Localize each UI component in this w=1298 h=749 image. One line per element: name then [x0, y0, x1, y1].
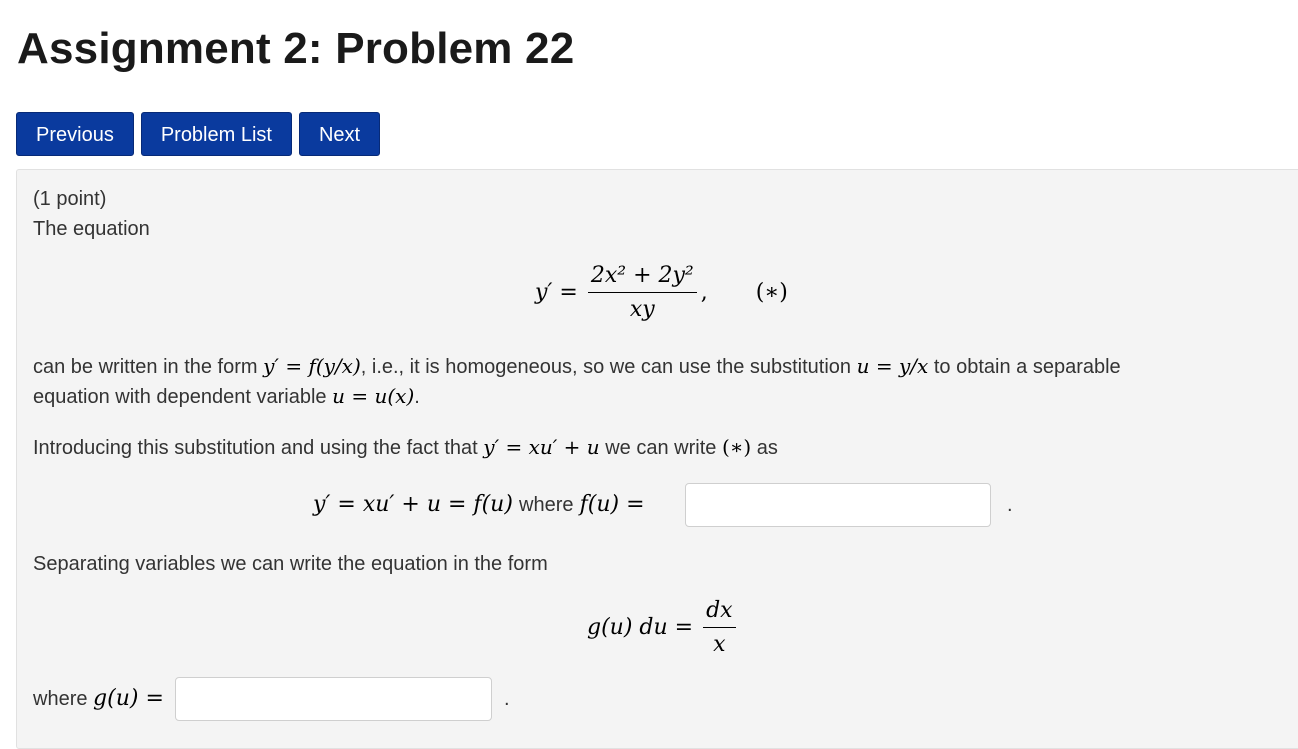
- eq-star-tag: (∗): [755, 280, 788, 305]
- eq2-lhs: y′ = xu′ + u = f(u): [313, 492, 513, 517]
- problem-navigation: [16, 112, 380, 156]
- page-title: Assignment 2: Problem 22: [17, 24, 575, 73]
- gu-period: .: [504, 688, 510, 710]
- line1-math2: u = y/x: [856, 354, 929, 378]
- equation-fu: [313, 491, 645, 517]
- text-line-dependent: [33, 384, 420, 409]
- eq3-denominator: x: [713, 632, 726, 657]
- text-line-separating: Separating variables we can write the equation in the form: [33, 553, 548, 575]
- eq-star-fraction: [588, 263, 697, 322]
- previous-button[interactable]: Previous: [16, 112, 134, 156]
- line3-part3: as: [756, 437, 778, 459]
- text-line-substitution: [33, 435, 778, 460]
- gu-answer-input[interactable]: [175, 677, 492, 721]
- line2-math1: u = u(x): [332, 384, 415, 408]
- line3-part1: Introducing this substitution and using the fact that: [33, 437, 478, 459]
- eq2-fu: f(u) =: [579, 492, 645, 517]
- eq-star-denominator: xy: [629, 297, 655, 322]
- eq3-numerator: dx: [703, 598, 736, 628]
- eq3-lhs: g(u) du =: [587, 615, 694, 640]
- line3-math2: (∗): [721, 435, 752, 459]
- problem-list-button[interactable]: Problem List: [141, 112, 292, 156]
- where-gu-label: [33, 686, 164, 711]
- eq3-fraction: [703, 598, 736, 657]
- equation-gu: [587, 598, 736, 657]
- line1-part1: can be written in the form: [33, 356, 258, 378]
- problem-points: (1 point): [33, 188, 107, 210]
- line2-part1: equation with dependent variable: [33, 386, 327, 408]
- eq-star-comma: ,: [700, 280, 708, 305]
- line3-math1: y′ = xu′ + u: [483, 435, 600, 459]
- text-line-form: [33, 354, 1121, 379]
- equation-star: [535, 263, 788, 322]
- line3-part2: we can write: [605, 437, 717, 459]
- problem-body: [16, 169, 1298, 749]
- eq2-where: where: [519, 494, 574, 516]
- line1-math1: y′ = f(y/x): [263, 354, 361, 378]
- line1-part2: , i.e., it is homogeneous, so we can use the substitution: [360, 356, 852, 378]
- gu-math: g(u) =: [93, 686, 164, 711]
- line1-part3: to obtain a separable: [933, 356, 1121, 378]
- eq2-period: .: [1007, 494, 1013, 516]
- problem-intro: The equation: [33, 218, 150, 240]
- line2-part2: .: [414, 386, 420, 408]
- eq-star-numerator: 2x² + 2y²: [588, 263, 697, 293]
- next-button[interactable]: Next: [299, 112, 380, 156]
- eq-star-lhs: y′ =: [535, 280, 578, 305]
- gu-where: where: [33, 688, 88, 710]
- fu-answer-input[interactable]: [685, 483, 991, 527]
